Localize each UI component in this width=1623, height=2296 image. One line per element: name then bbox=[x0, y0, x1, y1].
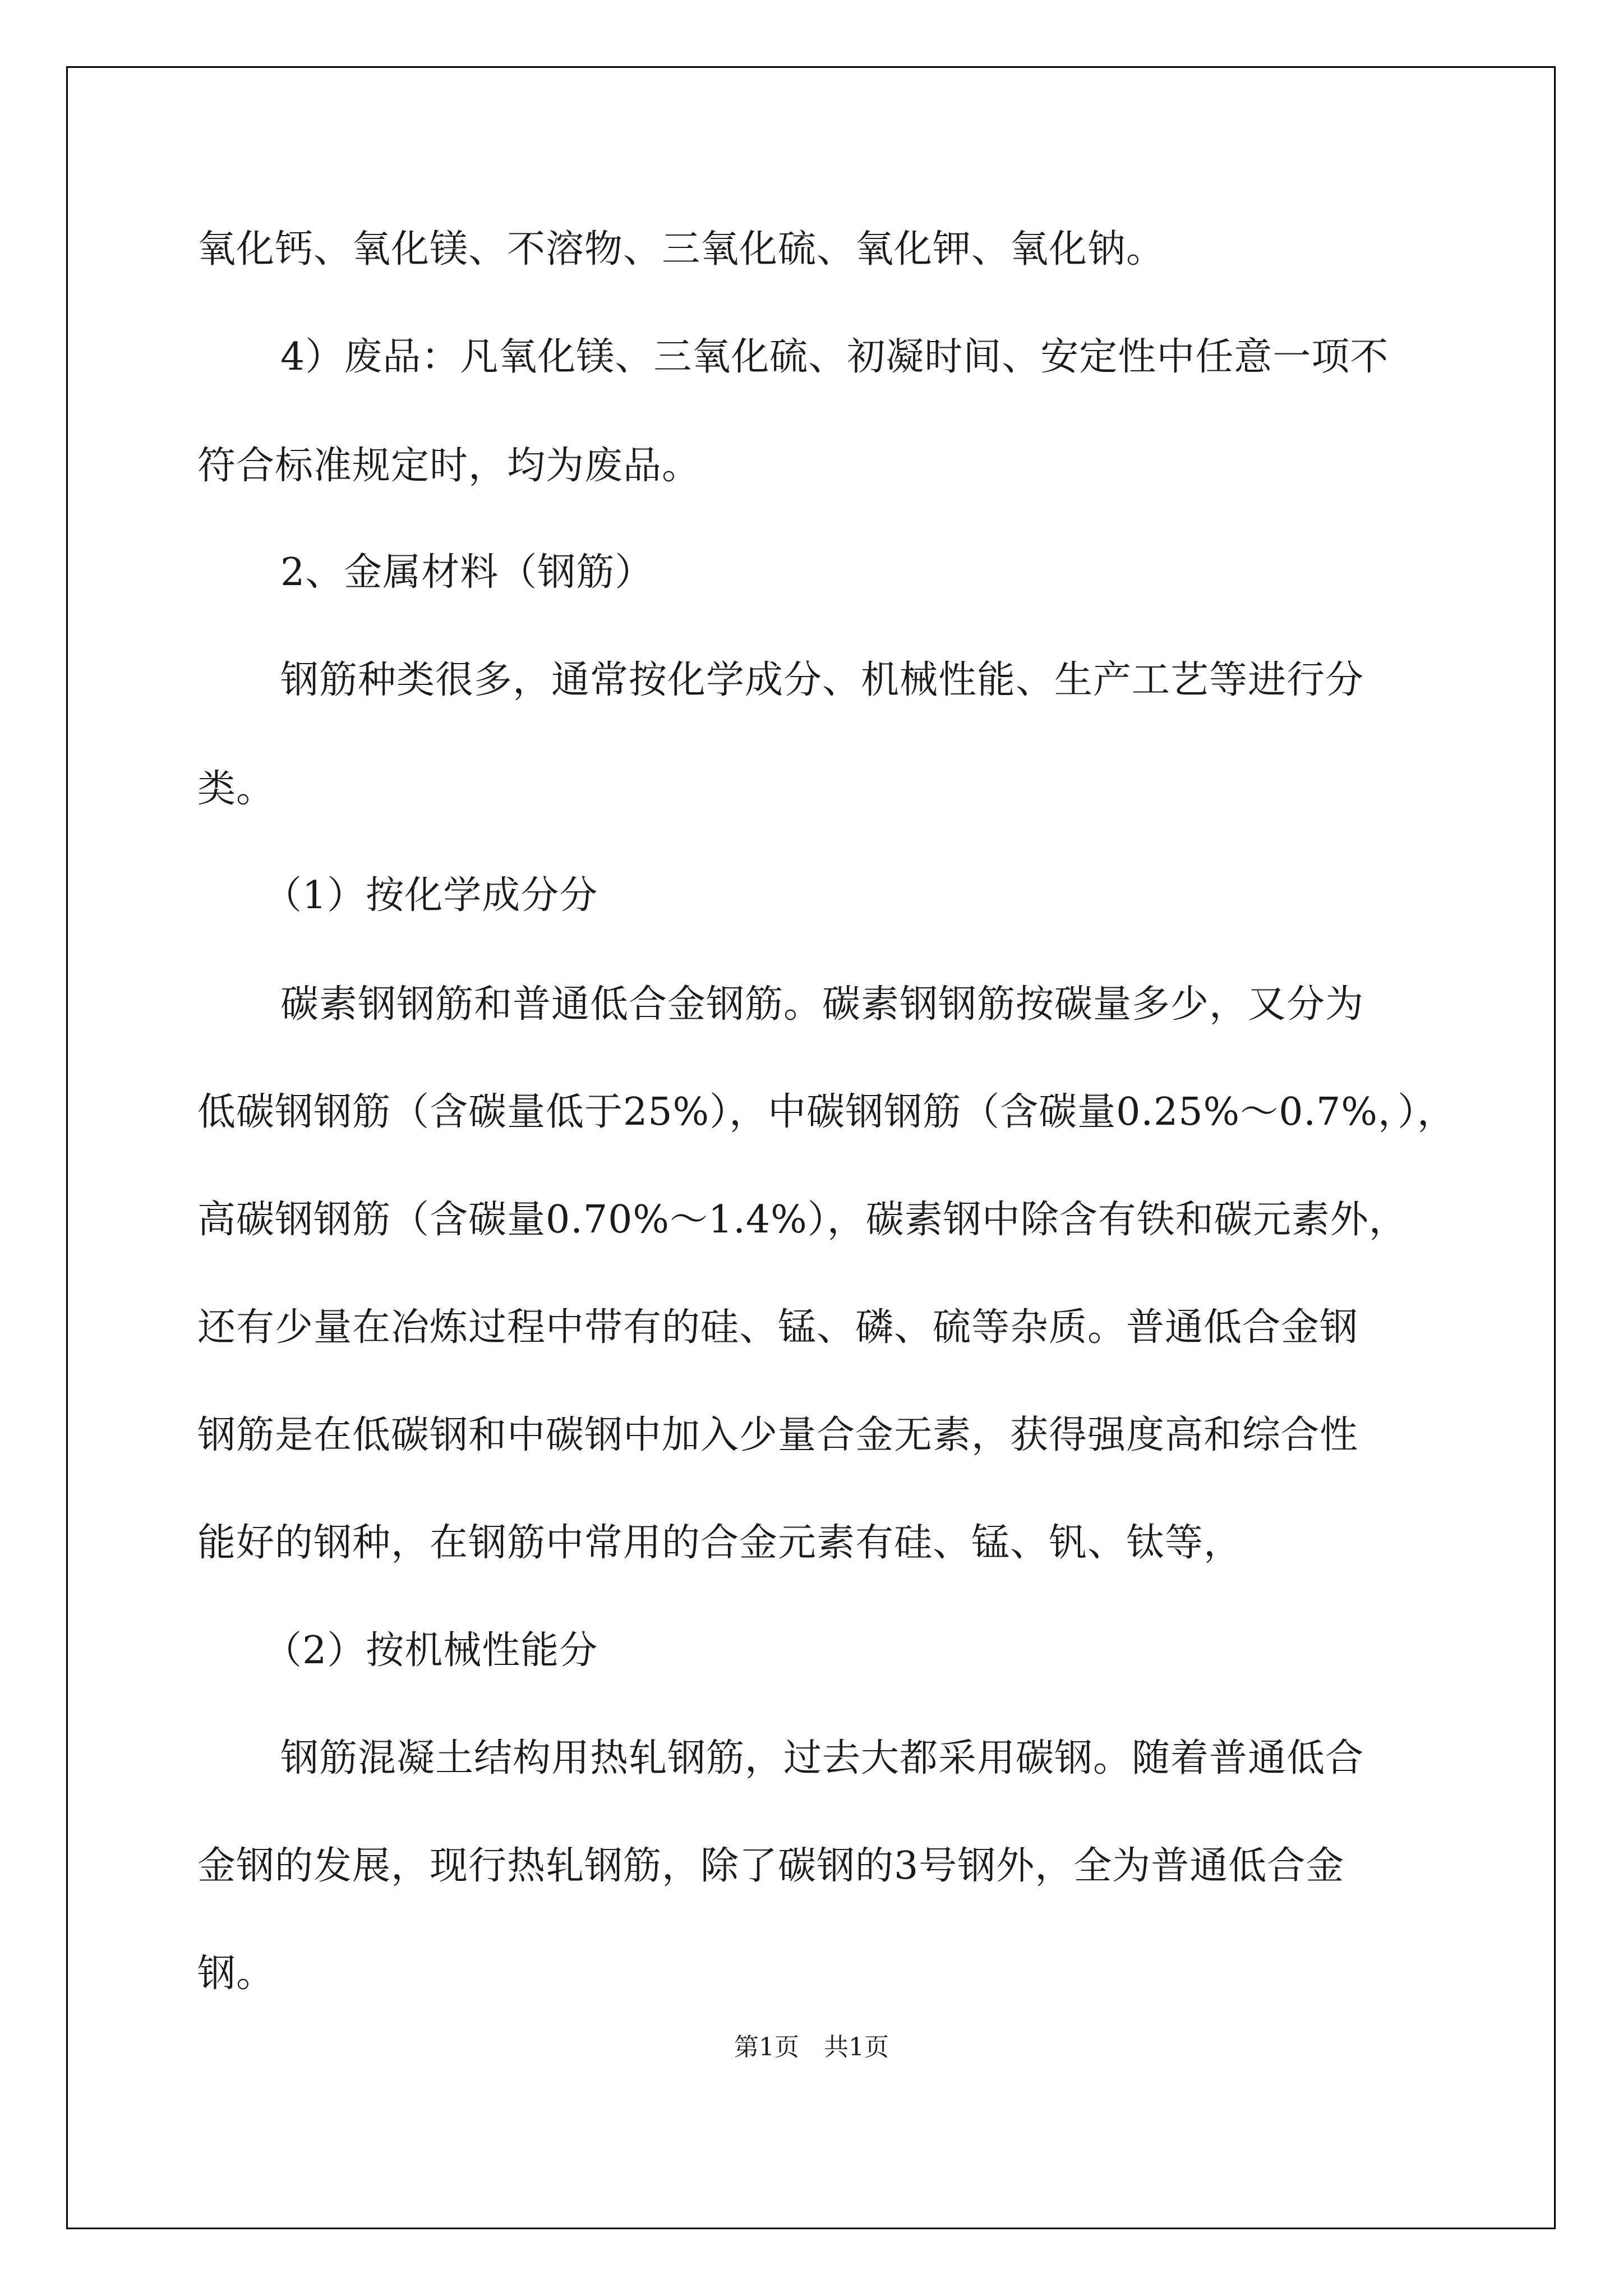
body-line-16: 金钢的发展，现行热轧钢筋，除了碳钢的3号钢外，全为普通低合金 bbox=[197, 1844, 1345, 1888]
page-border bbox=[66, 66, 1556, 2229]
page-footer: 第1页 共1页 bbox=[734, 2033, 889, 2062]
body-line-12: 钢筋是在低碳钢和中碳钢中加入少量合金无素，获得强度高和综合性 bbox=[197, 1413, 1359, 1457]
body-line-1: 氧化钙、氧化镁、不溶物、三氧化硫、氧化钾、氧化钠。 bbox=[197, 227, 1165, 272]
body-line-3: 符合标准规定时，均为废品。 bbox=[197, 444, 701, 488]
body-line-9: 低碳钢钢筋（含碳量低于25%），中碳钢钢筋（含碳量0.25%～0.7%，）， bbox=[197, 1090, 1456, 1134]
body-line-10: 高碳钢钢筋（含碳量0.70%～1.4%），碳素钢中除含有铁和碳元素外， bbox=[197, 1198, 1408, 1242]
body-line-2: 4）废品：凡氧化镁、三氧化硫、初凝时间、安定性中任意一项不 bbox=[280, 335, 1389, 379]
body-line-15: 钢筋混凝土结构用热轧钢筋，过去大都采用碳钢。随着普通低合 bbox=[280, 1736, 1364, 1780]
body-line-17: 钢。 bbox=[197, 1952, 275, 1996]
subheading-mechanical: （2）按机械性能分 bbox=[264, 1628, 598, 1673]
section-heading-metal: 2、金属材料（钢筋） bbox=[280, 550, 654, 595]
body-line-13: 能好的钢种，在钢筋中常用的合金元素有硅、锰、钒、钛等， bbox=[197, 1521, 1243, 1565]
subheading-chemical: （1）按化学成分分 bbox=[264, 873, 598, 918]
body-line-5: 钢筋种类很多，通常按化学成分、机械性能、生产工艺等进行分 bbox=[280, 658, 1364, 702]
body-line-11: 还有少量在冶炼过程中带有的硅、锰、磷、硫等杂质。普通低合金钢 bbox=[197, 1305, 1359, 1350]
body-line-6: 类。 bbox=[197, 767, 275, 811]
body-line-8: 碳素钢钢筋和普通低合金钢筋。碳素钢钢筋按碳量多少，又分为 bbox=[280, 982, 1364, 1027]
